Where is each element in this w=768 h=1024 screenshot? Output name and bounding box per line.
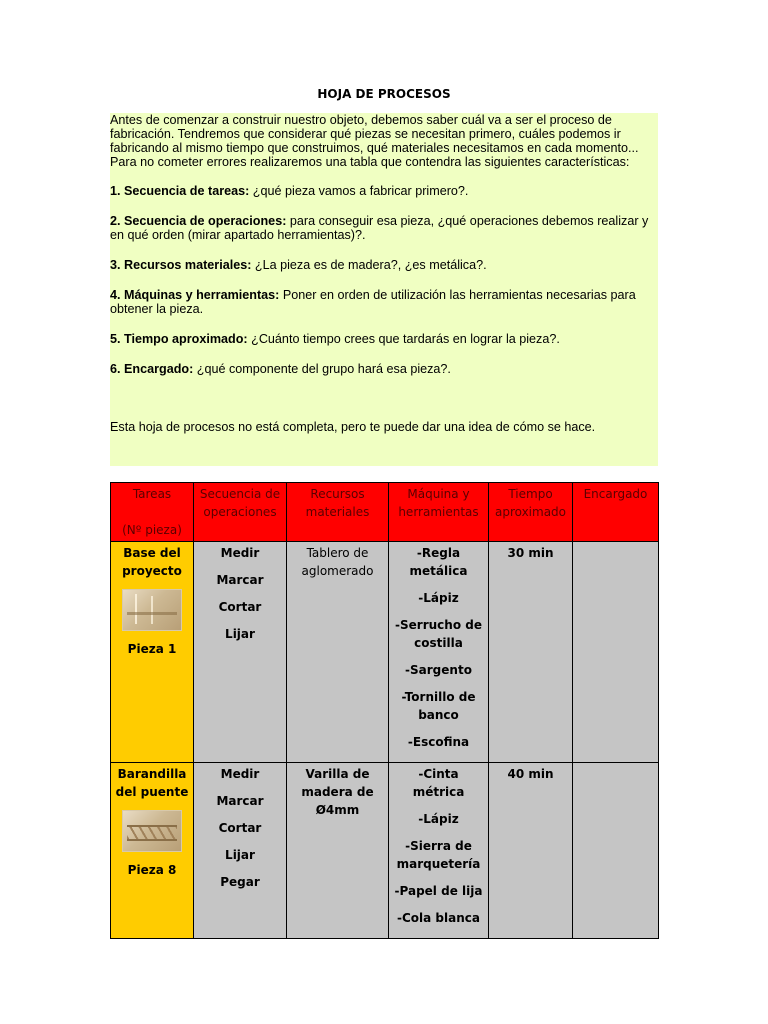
task-cell [111, 763, 194, 939]
header-tareas: Tareas (Nº pieza) [111, 483, 194, 542]
tool: -Lápiz [418, 591, 459, 605]
header-recursos: Recursos materiales [287, 483, 389, 542]
tool: -Tornillo de banco [401, 690, 476, 722]
operations-cell [194, 542, 287, 763]
material-cell: Varilla de madera de Ø4mm [287, 763, 389, 939]
tool: -Lápiz [418, 812, 459, 826]
process-table [110, 482, 659, 939]
page-title: HOJA DE PROCESOS [317, 87, 451, 101]
intro-item-5: 5. Tiempo aproximado: ¿Cuánto tiempo crees que tardarás en lograr la pieza?. [110, 332, 560, 346]
tools-cell [389, 763, 489, 939]
piece-number: Pieza 8 [127, 863, 177, 877]
operation: Cortar [218, 821, 262, 835]
header-tiempo: Tiempo aproximado [489, 483, 573, 542]
intro-paragraph: Antes de comenzar a construir nuestro objeto, debemos saber cuál va a ser el proceso de fabricación. Tendremos que considerar qué piezas se necesitan primero, cuáles podemos ir fabricando al mismo tiempo que construimos, qué materiales necesitamos en cada momento... Para no cometer errores realizaremos una tabla que contendra las siguientes características: [110, 113, 639, 169]
task-name: Barandilla del puente [115, 767, 189, 799]
task-name: Base del proyecto [122, 546, 182, 578]
tool: -Cinta métrica [412, 767, 465, 799]
intro-item-3: 3. Recursos materiales: ¿La pieza es de madera?, ¿es metálica?. [110, 258, 487, 272]
operation: Medir [220, 767, 260, 781]
tool: -Papel de lija [394, 884, 483, 898]
material-cell: Tablero de aglomerado [287, 542, 389, 763]
operation: Marcar [216, 573, 264, 587]
tool: -Cola blanca [397, 911, 480, 925]
header-secuencia: Secuencia de operaciones [194, 483, 287, 542]
operations-cell [194, 763, 287, 939]
operation: Marcar [216, 794, 264, 808]
table-row [111, 763, 659, 939]
piece-1-image [122, 589, 182, 631]
tool: -Serrucho de costilla [395, 618, 482, 650]
header-maquina: Máquina y herramientas [389, 483, 489, 542]
piece-number: Pieza 1 [127, 642, 177, 656]
header-encargado: Encargado [573, 483, 659, 542]
task-cell [111, 542, 194, 763]
operation: Lijar [225, 627, 255, 641]
tool: -Sierra de marquetería [396, 839, 481, 871]
tool: -Escofina [407, 735, 470, 749]
intro-item-2: 2. Secuencia de operaciones: para conseguir esa pieza, ¿qué operaciones debemos realizar y en qué orden (mirar apartado herramientas)?. [110, 214, 649, 242]
intro-item-4: 4. Máquinas y herramientas: Poner en orden de utilización las herramientas necesarias para obtener la pieza. [110, 288, 636, 316]
intro-closing: Esta hoja de procesos no está completa, pero te puede dar una idea de cómo se hace. [110, 420, 596, 434]
operation: Cortar [218, 600, 262, 614]
time-cell: 40 min [489, 763, 573, 939]
intro-item-6: 6. Encargado: ¿qué componente del grupo hará esa pieza?. [110, 362, 451, 376]
time-cell: 30 min [489, 542, 573, 763]
table-header-row [111, 483, 659, 542]
operation: Medir [220, 546, 260, 560]
owner-cell [573, 763, 659, 939]
table-row [111, 542, 659, 763]
intro-box [110, 113, 658, 466]
operation: Pegar [220, 875, 260, 889]
owner-cell [573, 542, 659, 763]
tools-cell [389, 542, 489, 763]
tool: -Regla metálica [409, 546, 468, 578]
tool: -Sargento [405, 663, 472, 677]
intro-item-1: 1. Secuencia de tareas: ¿qué pieza vamos a fabricar primero?. [110, 184, 469, 198]
operation: Lijar [225, 848, 255, 862]
piece-8-image [122, 810, 182, 852]
